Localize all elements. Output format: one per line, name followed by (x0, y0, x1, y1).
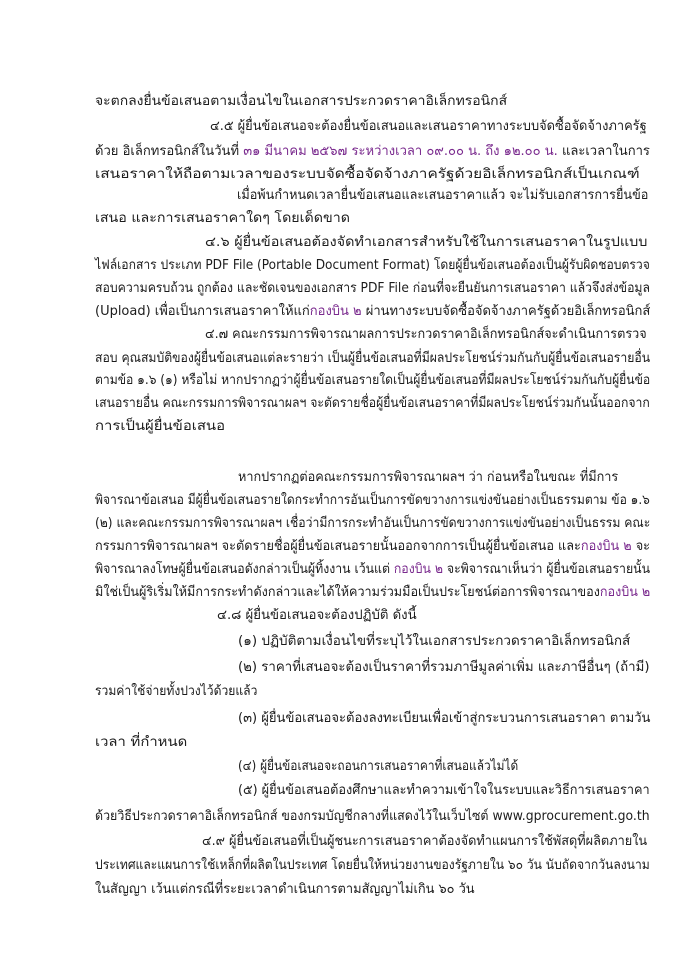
text-line (238, 710, 650, 728)
text-line (95, 418, 225, 436)
text-line (95, 210, 350, 228)
line-text: เสนอราคาให้ถือตามเวลาของระบบจัดซื้อจัดจ้างภาครัฐด้วยอิเล็กทรอนิกส์เป็นเกณฑ์ (95, 167, 640, 182)
line-text: (Upload) เพื่อเป็นการเสนอราคาให้แก่ (95, 304, 310, 319)
line-text: เสนอรายอื่น คณะกรรมการพิจารณาผลฯ จะตัดรายชื่อผู้ยื่นข้อเสนอราคาที่มีผลประโยชน์ร่วมกันนั้นออกจาก (95, 396, 650, 411)
text-line (95, 808, 650, 826)
text-line (95, 257, 650, 275)
line-text: (๒) ราคาที่เสนอจะต้องเป็นราคาที่รวมภาษีมูลค่าเพิ่ม และภาษีอื่นๆ (ถ้ามี) (238, 660, 650, 675)
line-text: (๔) ผู้ยื่นข้อเสนอจะถอนการเสนอราคาที่เสนอแล้วไม่ได้ (238, 759, 519, 774)
text-line (95, 561, 650, 579)
text-line (95, 395, 650, 413)
line-text: ด้วย อิเล็กทรอนิกส์ในวันที่ (95, 144, 244, 159)
line-text: จะตกลงยื่นข้อเสนอตามเงื่อนไขในเอกสารประกวดราคาอิเล็กทรอนิกส์ (95, 94, 508, 109)
line-text: ประเทศและแผนการใช้เหล็กที่ผลิตในประเทศ โดยยื่นให้หน่วยงานของรัฐภายใน ๖๐ วัน นับถัดจากวันลงนาม (95, 858, 650, 873)
text-line (95, 303, 650, 321)
text-line (95, 372, 650, 390)
line-text: (๓) ผู้ยื่นข้อเสนอจะต้องลงทะเบียนเพื่อเข้าสู่กระบวนการเสนอราคา ตามวัน (238, 711, 651, 726)
highlighted-text: กองบิน ๒ (599, 585, 651, 600)
text-line (238, 758, 518, 776)
highlighted-text: กองบิน ๒ (393, 562, 443, 577)
text-line (95, 683, 257, 701)
line-text: จะ (631, 539, 650, 554)
text-line (95, 93, 507, 111)
line-text: หากปรากฏต่อคณะกรรมการพิจารณาผลฯ ว่า ก่อนหรือในขณะ ที่มีการ (238, 470, 619, 485)
line-text: ด้วยวิธีประกวดราคาอิเล็กทรอนิกส์ ของกรมบัญชีกลางที่แสดงไว้ในเว็บไซต์ www.gprocurement.go.th (95, 809, 650, 824)
line-text: สอบความครบถ้วน ถูกต้อง และชัดเจนของเอกสาร PDF File ก่อนที่จะยืนยันการเสนอราคา แล้วจึงส่งข้อมูล (95, 281, 651, 296)
text-line (202, 833, 647, 851)
text-line (95, 881, 475, 899)
line-text: (๕) ผู้ยื่นข้อเสนอต้องศึกษาและทำความเข้าใจในระบบและวิธีการเสนอราคา (238, 783, 650, 798)
line-text: พิจารณาข้อเสนอ มีผู้ยื่นข้อเสนอรายใดกระทำการอันเป็นการขัดขวางการแข่งขันอย่างเป็นธรรมตาม ข้อ ๑.๖ (95, 493, 650, 508)
highlighted-text: กองบิน ๒ (580, 539, 632, 554)
text-line (95, 143, 650, 161)
highlighted-text: ๓๑ มีนาคม ๒๕๖๗ ระหว่างเวลา ๐๙.๐๐ น. ถึง ๑๒.๐๐ น. (243, 144, 558, 159)
text-line (238, 469, 618, 487)
text-line (95, 166, 640, 184)
line-text: สอบ คุณสมบัติของผู้ยื่นข้อเสนอแต่ละรายว่า เป็นผู้ยื่นข้อเสนอที่มีผลประโยชน์ร่วมกันกับผู้ยื่นข้อเสนอรายอื่น (95, 351, 651, 366)
text-line (95, 538, 650, 556)
text-line (210, 118, 647, 136)
text-line (238, 782, 650, 800)
line-text: รวมค่าใช้จ่ายทั้งปวงไว้ด้วยแล้ว (95, 684, 258, 699)
line-text: ในสัญญา เว้นแต่กรณีที่ระยะเวลาดำเนินการตามสัญญาไม่เกิน ๖๐ วัน (95, 882, 475, 897)
text-line (217, 607, 417, 625)
text-line (95, 492, 650, 510)
text-line (95, 857, 650, 875)
text-line (238, 659, 650, 677)
text-line (95, 584, 650, 602)
text-line (237, 187, 648, 205)
line-text: ไฟล์เอกสาร ประเภท PDF File (Portable Document Format) โดยผู้ยื่นข้อเสนอต้องเป็นผู้รับผิดชอบตรวจ (95, 258, 650, 273)
line-text: ๔.๕ ผู้ยื่นข้อเสนอจะต้องยื่นข้อเสนอและเสนอราคาทางระบบจัดซื้อจัดจ้างภาครัฐ (210, 119, 647, 134)
line-text: จะพิจารณาเห็นว่า ผู้ยื่นข้อเสนอรายนั้น (442, 562, 650, 577)
line-text: มิใช่เป็นผู้ริเริ่มให้มีการกระทำดังกล่าวและได้ให้ความร่วมมือเป็นประโยชน์ต่อการพิจารณาของ (95, 585, 600, 600)
text-line (95, 280, 650, 298)
line-text: ผ่านทางระบบจัดซื้อจัดจ้างภาครัฐด้วยอิเล็กทรอนิกส์ (361, 304, 651, 319)
text-line (95, 734, 187, 752)
text-line (95, 350, 650, 368)
text-line (205, 234, 647, 252)
line-text: และเวลาในการ (557, 144, 650, 159)
line-text: กรรมการพิจารณาผลฯ จะตัดรายชื่อผู้ยื่นข้อเสนอรายนั้นออกจากการเป็นผู้ยื่นข้อเสนอ และ (95, 539, 581, 554)
line-text: (๒) และคณะกรรมการพิจารณาผลฯ เชื่อว่ามีการกระทำอันเป็นการขัดขวางการแข่งขันอย่างเป็นธรรม คณะ (95, 516, 651, 531)
line-text: การเป็นผู้ยื่นข้อเสนอ (95, 419, 226, 434)
text-line (95, 515, 650, 533)
line-text: ๔.๗ คณะกรรมการพิจารณาผลการประกวดราคาอิเล็กทรอนิกส์จะดำเนินการตรวจ (205, 327, 647, 342)
text-line (238, 633, 630, 651)
line-text: เวลา ที่กำหนด (95, 735, 188, 750)
text-line (205, 326, 647, 344)
line-text: (๑) ปฏิบัติตามเงื่อนไขที่ระบุไว้ในเอกสารประกวดราคาอิเล็กทรอนิกส์ (238, 634, 631, 649)
line-text: ๔.๖ ผู้ยื่นข้อเสนอต้องจัดทำเอกสารสำหรับใช้ในการเสนอราคาในรูปแบบ (205, 235, 648, 250)
line-text: ๔.๘ ผู้ยื่นข้อเสนอจะต้องปฏิบัติ ดังนี้ (217, 608, 417, 623)
line-text: ตามข้อ ๑.๖ (๑) หรือไม่ หากปรากฏว่าผู้ยื่นข้อเสนอรายใดเป็นผู้ยื่นข้อเสนอที่มีผลประโยชน์ร่วมกันกับผู้ยื่นข้อ (95, 373, 651, 388)
line-text: เมื่อพ้นกำหนดเวลายื่นข้อเสนอและเสนอราคาแล้ว จะไม่รับเอกสารการยื่นข้อ (237, 188, 649, 203)
line-text: ๔.๙ ผู้ยื่นข้อเสนอที่เป็นผู้ชนะการเสนอราคาต้องจัดทำแผนการใช้พัสดุที่ผลิตภายใน (202, 834, 648, 849)
line-text: เสนอ และการเสนอราคาใดๆ โดยเด็ดขาด (95, 211, 350, 226)
line-text: พิจารณาลงโทษผู้ยื่นข้อเสนอดังกล่าวเป็นผู้ทิ้งงาน เว้นแต่ (95, 562, 394, 577)
highlighted-text: กองบิน ๒ (309, 304, 362, 319)
